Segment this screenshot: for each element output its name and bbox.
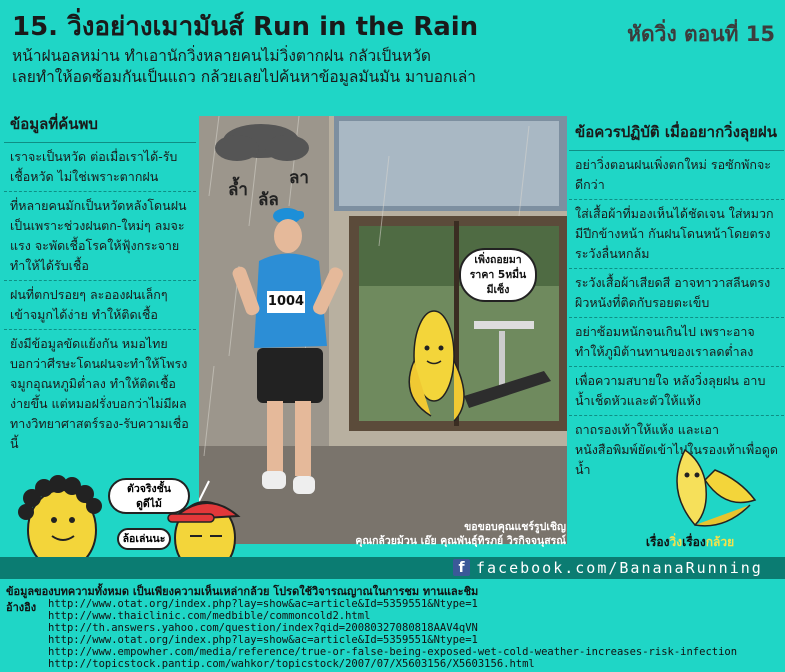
reference-link[interactable]: http://www.otat.org/index.php?lay=show&ac=article&Id=5359551&Ntype=1 <box>48 634 478 646</box>
disclaimer-text: ข้อมูลของบทความทั้งหมด เป็นเพียงความเห็นเหล่ากล้วย โปรดใช้วิจารณญาณในการชม ทานและชิม <box>6 585 479 598</box>
tip-item: อย่าซ้อมหนักจนเกินไป เพราะอาจทำให้ภูมิต้านทานของเราลดต่ำลง <box>569 318 784 367</box>
reference-link[interactable]: http://topicstock.pantip.com/wahkor/topicstock/2007/07/X5603156/X5603156.html <box>48 658 535 670</box>
comic-bubble-1 <box>108 478 190 514</box>
speech-line-1: เพิ่งถอยมา <box>474 254 522 266</box>
reference-link[interactable]: http://www.thaiclinic.com/medbible/commoncold2.html <box>48 610 371 622</box>
intro-line-1: หน้าฝนอลหม่าน ทำเอานักวิ่งหลายคนไม่วิ่งตากฝน กลัวเป็นหวัด <box>12 47 431 65</box>
tip-item: ถาถรองเท้าให้แห้ง และเอาหนังสือพิมพ์ยัดเข้าไปในรองเท้าเพื่อดูดน้ำ <box>575 422 779 477</box>
bubble-1-line-2: ดูดีไม้ <box>136 498 162 510</box>
credit-line-1: ขอขอบคุณแชร์รูปเชิญ <box>464 521 566 533</box>
runner-photo <box>199 116 567 544</box>
bubble-1-line-1: ตัวจริงชั้น <box>127 483 171 495</box>
logo-part-1: เรื่อง <box>645 535 670 549</box>
references-list <box>48 598 783 670</box>
reference-link[interactable]: http://th.answers.yahoo.com/question/index?qid=20080327080818AAV4qVN <box>48 622 478 634</box>
fact-item: ฝนที่ตกปรอยๆ ละอองฝนเล็กๆ เข้าจมูกได้ง่าย ทำให้ติดเชื้อ <box>4 281 196 330</box>
reference-link[interactable]: http://www.otat.org/index.php?lay=show&ac=article&Id=5359551&Ntype=1 <box>48 598 478 610</box>
reference-link[interactable]: http://www.empowher.com/media/reference/true-or-false-being-exposed-wet-cold-weather-increases-risk-infection <box>48 646 738 658</box>
speech-line-3: มีเซ็ง <box>486 284 510 296</box>
tips-column <box>569 116 784 484</box>
credit-line-2: คุณกล้วยม้วน เอ๊ย คุณพันธุ์ทิรภย์ วิรกิจจนุสรณ์ <box>355 535 566 547</box>
tip-item: ใส่เสื้อผ้าที่มองเห็นได้ชัดเจน ใส่หมวกมีปีกข้างหน้า กันฝนโดนหน้าโดยตรง ระวังลื่นหกล้ม <box>569 200 784 269</box>
comic-bubble-2: ล้อเล่นนะ <box>117 528 171 550</box>
banana-logo-icon <box>655 440 760 530</box>
logo-part-2: วิ่ง <box>669 535 683 549</box>
sfx-text-2: ลัล <box>258 190 279 210</box>
intro-text <box>12 46 772 88</box>
photo-credit <box>310 520 566 548</box>
logo-text <box>615 533 765 552</box>
fact-item: ยังมีข้อมูลขัดแย้งกัน หมอไทยบอกว่าศีรษะโดนฝนจะทำให้โพรงจมูกอุณหภูมิต่ำลง ทำให้ติดเชื้อง่ายขึ้น แต่หมอฝรั่งบอกว่าไม่มีผลทางวิทยาศาสตร์รอง-รับความเชื่อนี้ <box>10 336 189 451</box>
tip-item: อย่าวิ่งตอนฝนเพิ่งตกใหม่ รอซักพักจะดีกว่า <box>569 151 784 200</box>
facebook-url[interactable]: facebook.com/BananaRunning <box>476 559 763 577</box>
intro-line-2: เลยทำให้อดซ้อมกันเป็นแถว กล้วยเลยไปค้นหาข้อมูลมันมัน มาบอกเล่า <box>12 68 476 86</box>
facebook-icon[interactable]: f <box>453 559 470 576</box>
sfx-text-3: ลา <box>289 168 309 188</box>
fact-item: ที่หลายคนมักเป็นหวัดหลังโดนฝน เป็นเพราะช่วงฝนตก-ใหม่ๆ ลมจะแรง จะพัดเชื้อโรคให้ฟุ้งกระจาย ทำให้ได้รับเชื้อ <box>4 192 196 281</box>
sfx-text-1: ล้ำ <box>228 180 248 200</box>
tip-item: ระวังเสื้อผ้าเสียดสี อาจทาวาสลีนตรงผิวหนังที่ติดกับรอยตะเข็บ <box>569 269 784 318</box>
tips-heading: ข้อควรปฏิบัติ เมื่ออยากวิ่งลุยฝน <box>569 116 784 151</box>
logo-part-4: กล้วย <box>705 535 735 549</box>
fact-item: เราจะเป็นหวัด ต่อเมื่อเราได้-รับเชื้อหวัด ไม่ใช่เพราะตากฝน <box>4 143 196 192</box>
tip-item: เพื่อความสบายใจ หลังวิ่งลุยฝน อาบน้ำเช็ดหัวและตัวให้แห้ง <box>569 367 784 416</box>
facts-column <box>4 110 196 458</box>
references-label: อ้างอิง <box>6 601 37 614</box>
logo-part-3: เรื่อง <box>682 535 706 549</box>
episode-label: หัดวิ่ง ตอนที่ 15 <box>627 22 775 46</box>
banana-speech-bubble <box>459 248 537 302</box>
speech-line-2: ราคา 5หมื่น <box>469 269 527 281</box>
bib-number: 1004 <box>267 294 305 309</box>
photo-illustration <box>199 116 567 544</box>
page-title: 15. วิ่งอย่างเมามันส์ Run in the Rain <box>12 12 479 42</box>
facts-heading: ข้อมูลที่ค้นพบ <box>4 110 196 143</box>
